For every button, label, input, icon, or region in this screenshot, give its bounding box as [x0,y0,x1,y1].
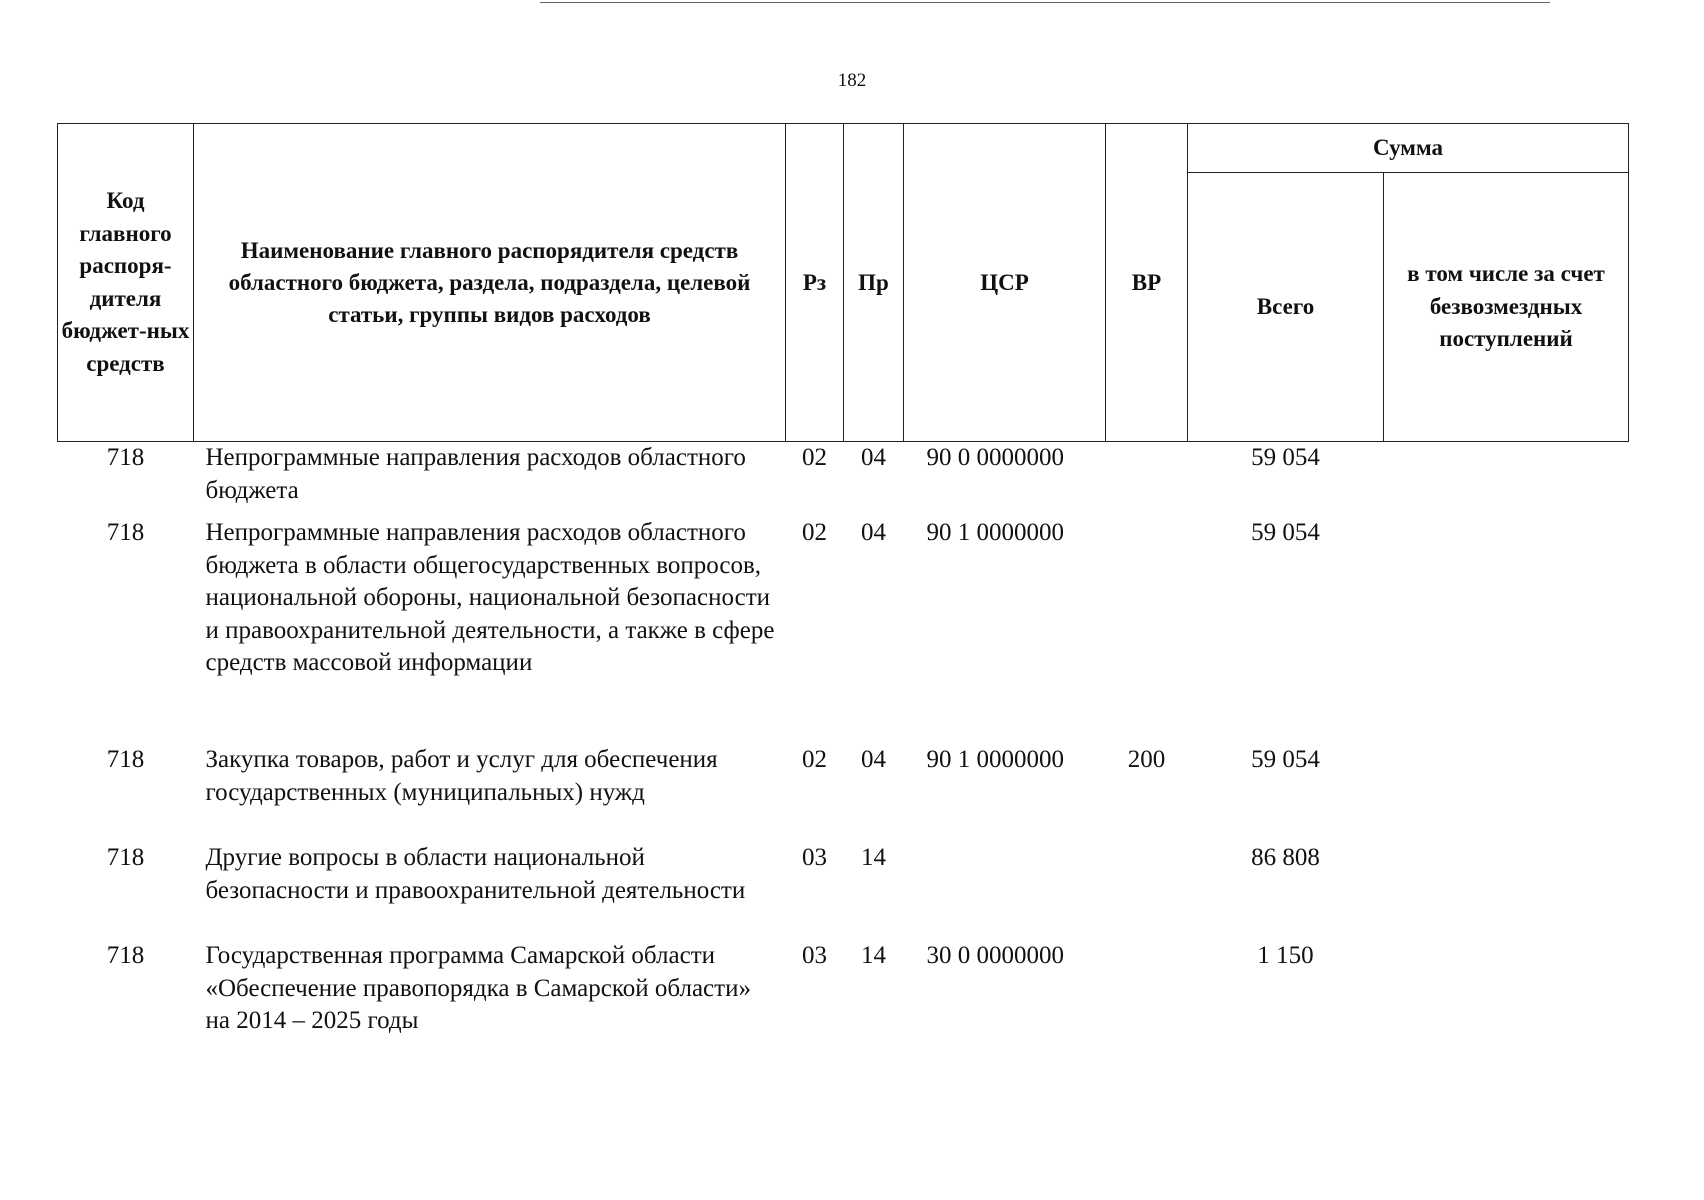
cell-free [1384,517,1629,744]
cell-name: Непрограммные направления расходов областного бюджета [205,444,746,504]
cell-vr [1106,442,1188,518]
table-row [58,442,1629,518]
table-row [58,517,1629,744]
table-row [58,940,1629,1038]
cell-pr: 14 [861,844,886,871]
cell-kod: 718 [106,746,145,773]
cell-csr: 30 0 0000000 [926,942,1064,969]
cell-vr [1106,842,1188,940]
header-vsego: Всего [1188,173,1384,442]
header-csr: ЦСР [904,124,1106,442]
cell-csr: 90 0 0000000 [926,444,1064,471]
cell-vsego: 59 054 [1251,746,1320,773]
cell-free [1384,842,1629,940]
header-kod: Код главного распоря-дителя бюджет-ных средств [58,124,194,442]
cell-csr [904,842,1106,940]
cell-pr: 14 [861,942,886,969]
cell-rz: 03 [802,942,827,969]
table-row [58,744,1629,842]
cell-name: Непрограммные направления расходов областного бюджета в области общегосударственных вопросов, национальной обороны, национальной безопасности и правоохранительной деятельности, а также в сфере средств массовой информации [205,519,775,676]
cell-kod: 718 [106,519,145,546]
header-vr: ВР [1106,124,1188,442]
cell-kod: 718 [106,844,145,871]
cell-kod: 718 [106,444,145,471]
budget-table [57,123,1629,1038]
header-name: Наименование главного распорядителя средств областного бюджета, раздела, подраздела, целевой статьи, группы видов расходов [194,124,786,442]
cell-name: Закупка товаров, работ и услуг для обеспечения государственных (муниципальных) нужд [205,746,718,806]
cell-vr: 200 [1127,746,1166,773]
cell-rz: 02 [802,444,827,471]
cell-csr: 90 1 0000000 [926,746,1064,773]
cell-pr: 04 [861,746,886,773]
cell-rz: 02 [802,519,827,546]
cell-rz: 03 [802,844,827,871]
cell-free [1384,940,1629,1038]
cell-name: Государственная программа Самарской области «Обеспечение правопорядка в Самарской области» на 2014 – 2025 годы [205,942,751,1034]
cell-free [1384,744,1629,842]
cell-vsego: 1 150 [1257,942,1314,969]
cell-pr: 04 [861,444,886,471]
scan-top-line [540,2,1550,3]
cell-rz: 02 [802,746,827,773]
header-summa: Сумма [1188,124,1629,173]
header-pr: Пр [844,124,904,442]
cell-pr: 04 [861,519,886,546]
cell-kod: 718 [106,942,145,969]
cell-csr: 90 1 0000000 [926,519,1064,546]
cell-vsego: 59 054 [1251,519,1320,546]
header-rz: Рз [786,124,844,442]
cell-vsego: 86 808 [1251,844,1320,871]
cell-vr [1106,517,1188,744]
cell-free [1384,442,1629,518]
cell-vr [1106,940,1188,1038]
table-row [58,842,1629,940]
header-free: в том числе за счет безвозмездных поступлений [1384,173,1629,442]
cell-name: Другие вопросы в области национальной безопасности и правоохранительной деятельности [205,844,746,904]
cell-vsego: 59 054 [1251,444,1320,471]
page-number: 182 [837,70,867,91]
